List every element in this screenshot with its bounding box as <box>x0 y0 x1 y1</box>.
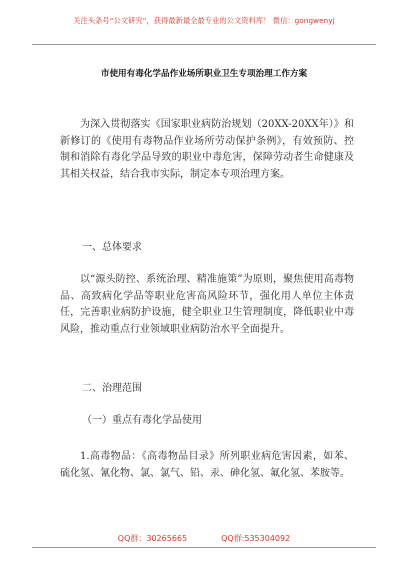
item-1-paragraph: 1.高毒物品：《高毒物品目录》所列职业病危害因素，如苯、硫化氢、氰化物、氯、氯气、铅、汞、砷化氢、氟化氢、苯胺等。 <box>60 451 354 479</box>
header-banner: 关注头条号“公文研究”，获得最新最全最专业的公文资料库！ 微信：gongwenyj <box>73 16 335 25</box>
document-title: 市使用有毒化学品作业场所职业卫生专项治理工作方案 <box>100 69 308 79</box>
intro-paragraph: 为深入贯彻落实《国家职业病防治规划（20XX-20XX年）》和新修订的《使用有毒物品作业场所劳动保护条例》，有效预防、控制和消除有毒化学品导致的职业中毒危害，保障劳动者生命健康及其相关权益，结合我市实际，制定本专项治理方案。 <box>60 119 354 180</box>
subsection-1-heading: （一）重点有毒化学品使用 <box>82 415 202 426</box>
section-1-paragraph: 以“源头防控、系统治理、精准施策”为原则，聚焦使用高毒物品、高致病化学品等职业危害高风险环节，强化用人单位主体责任，完善职业病防护设施，健全职业卫生管理制度，降低职业中毒风险，推动重点行业领域职业病防治水平全面提升。 <box>60 274 354 335</box>
section-1-heading: 一、总体要求 <box>82 242 142 253</box>
footer-qq-group-1: QQ群：30265665 <box>117 534 188 543</box>
footer-divider <box>32 547 376 548</box>
header-divider <box>32 44 376 45</box>
footer-contact <box>0 533 408 544</box>
footer-qq-group-2: QQ群:535304092 <box>221 534 291 543</box>
section-2-heading: 二、治理范围 <box>82 383 142 394</box>
